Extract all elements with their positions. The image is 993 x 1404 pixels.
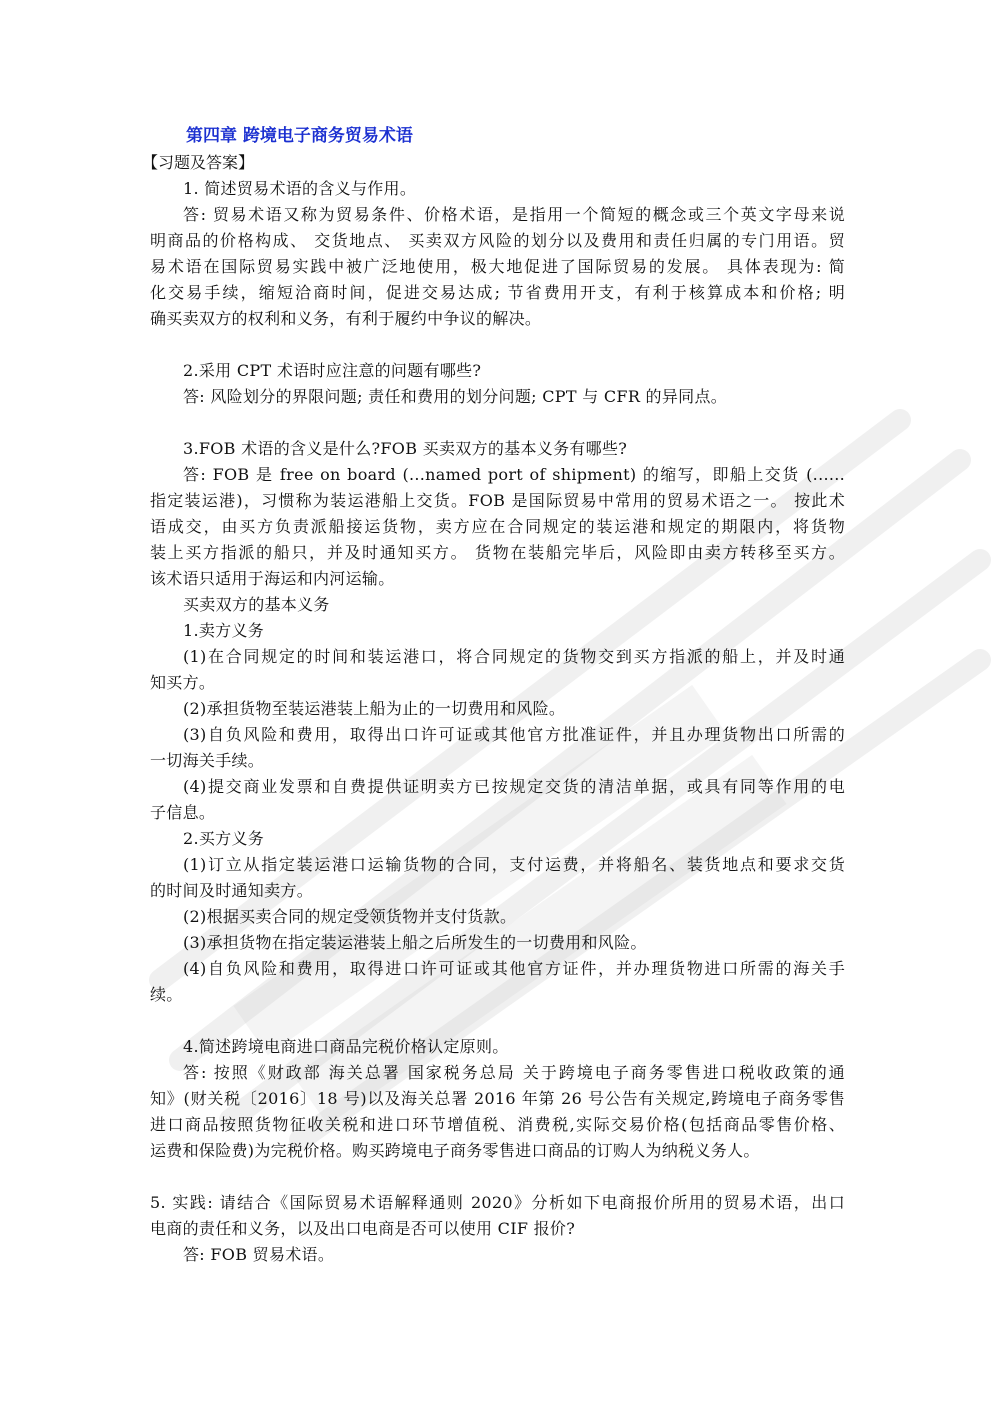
answer-1-line: 确买卖双方的权利和义务，有利于履约中争议的解决。	[150, 309, 542, 328]
answer-3-line: 指定装运港)，习惯称为装运港船上交货。FOB 是国际贸易中常用的贸易术语之一。 按此术	[150, 491, 845, 510]
question-5	[150, 1190, 845, 1242]
answer-1-line: 明商品的价格构成、 交货地点、 买卖双方风险的划分以及费用和责任归属的专门用语。贸	[150, 231, 845, 250]
seller-item-1: (1)在合同规定的时间和装运港口，将合同规定的货物交到买方指派的船上，并及时通	[183, 647, 845, 666]
buyer-item-4-cont: 续。	[150, 985, 183, 1004]
answer-3-line: 答: FOB 是 free on board (...named port of shipment) 的缩写，即船上交货 (......	[183, 465, 845, 484]
buyer-item-2: (2)根据买卖合同的规定受领货物并支付货款。	[183, 907, 517, 926]
document-content	[142, 122, 845, 1268]
seller-heading: 1.卖方义务	[183, 621, 265, 640]
answer-4-line: 答: 按照《财政部 海关总署 国家税务总局 关于跨境电子商务零售进口税收政策的通	[183, 1063, 845, 1082]
seller-item-1-cont: 知买方。	[150, 673, 216, 692]
buyer-item-1: (1)订立从指定装运港口运输货物的合同，支付运费，并将船名、装货地点和要求交货	[183, 855, 845, 874]
question-4: 4.简述跨境电商进口商品完税价格认定原则。	[183, 1037, 509, 1056]
answer-1-line: 化交易手续，缩短洽商时间，促进交易达成; 节省费用开支，有利于核算成本和价格; 明	[150, 283, 845, 302]
answer-3-line: 装上买方指派的船只，并及时通知买方。 货物在装船完毕后，风险即由卖方转移至买方。	[150, 543, 845, 562]
buyer-item-4: (4)自负风险和费用，取得进口许可证或其他官方证件，并办理货物进口所需的海关手	[183, 959, 845, 978]
answer-3-line: 该术语只适用于海运和内河运输。	[150, 569, 395, 588]
buyer-item-3: (3)承担货物在指定装运港装上船之后所发生的一切费用和风险。	[183, 933, 647, 952]
answer-4	[150, 1060, 845, 1164]
answer-4-line: 进口商品按照货物征收关税和进口环节增值税、消费税,实际交易价格(包括商品零售价格、	[150, 1115, 845, 1134]
buyer-heading: 2.买方义务	[183, 829, 265, 848]
question-2: 2.采用 CPT 术语时应注意的问题有哪些?	[183, 361, 482, 380]
buyer-item-1-cont: 的时间及时通知卖方。	[150, 881, 314, 900]
seller-item-3: (3)自负风险和费用，取得出口许可证或其他官方批准证件，并且办理货物出口所需的	[183, 725, 845, 744]
question-5-line: 5. 实践: 请结合《国际贸易术语解释通则 2020》分析如下电商报价所用的贸易术语，出口	[150, 1193, 845, 1212]
seller-item-4: (4)提交商业发票和自费提供证明卖方已按规定交货的清洁单据，或具有同等作用的电	[183, 777, 845, 796]
answer-4-line: 知》(财关税〔2016〕18 号)以及海关总署 2016 年第 26 号公告有关规定,跨境电子商务零售	[150, 1089, 845, 1108]
obligations-heading: 买卖双方的基本义务	[183, 595, 330, 614]
answer-5: 答: FOB 贸易术语。	[183, 1245, 335, 1264]
answer-3-line: 语成交，由买方负责派船接运货物，卖方应在合同规定的装运港和规定的期限内，将货物	[150, 517, 845, 536]
seller-item-4-cont: 子信息。	[150, 803, 216, 822]
question-3: 3.FOB 术语的含义是什么?FOB 买卖双方的基本义务有哪些?	[183, 439, 628, 458]
seller-item-2: (2)承担货物至装运港装上船为止的一切费用和风险。	[183, 699, 566, 718]
answer-1	[150, 202, 845, 332]
answer-1-line: 易术语在国际贸易实践中被广泛地使用，极大地促进了国际贸易的发展。 具体表现为: 简	[150, 257, 845, 276]
question-5-line: 电商的责任和义务，以及出口电商是否可以使用 CIF 报价?	[150, 1219, 576, 1238]
answer-1-line: 答: 贸易术语又称为贸易条件、价格术语，是指用一个简短的概念或三个英文字母来说	[183, 205, 845, 224]
answer-4-line: 运费和保险费)为完税价格。购买跨境电子商务零售进口商品的订购人为纳税义务人。	[150, 1141, 760, 1160]
section-label: 【习题及答案】	[142, 153, 255, 172]
question-1: 1. 简述贸易术语的含义与作用。	[183, 179, 417, 198]
answer-2: 答: 风险划分的界限问题; 责任和费用的划分问题; CPT 与 CFR 的异同点。	[183, 387, 728, 406]
seller-item-3-cont: 一切海关手续。	[150, 751, 265, 770]
answer-3	[150, 462, 845, 592]
chapter-title: 第四章 跨境电子商务贸易术语	[186, 126, 413, 146]
